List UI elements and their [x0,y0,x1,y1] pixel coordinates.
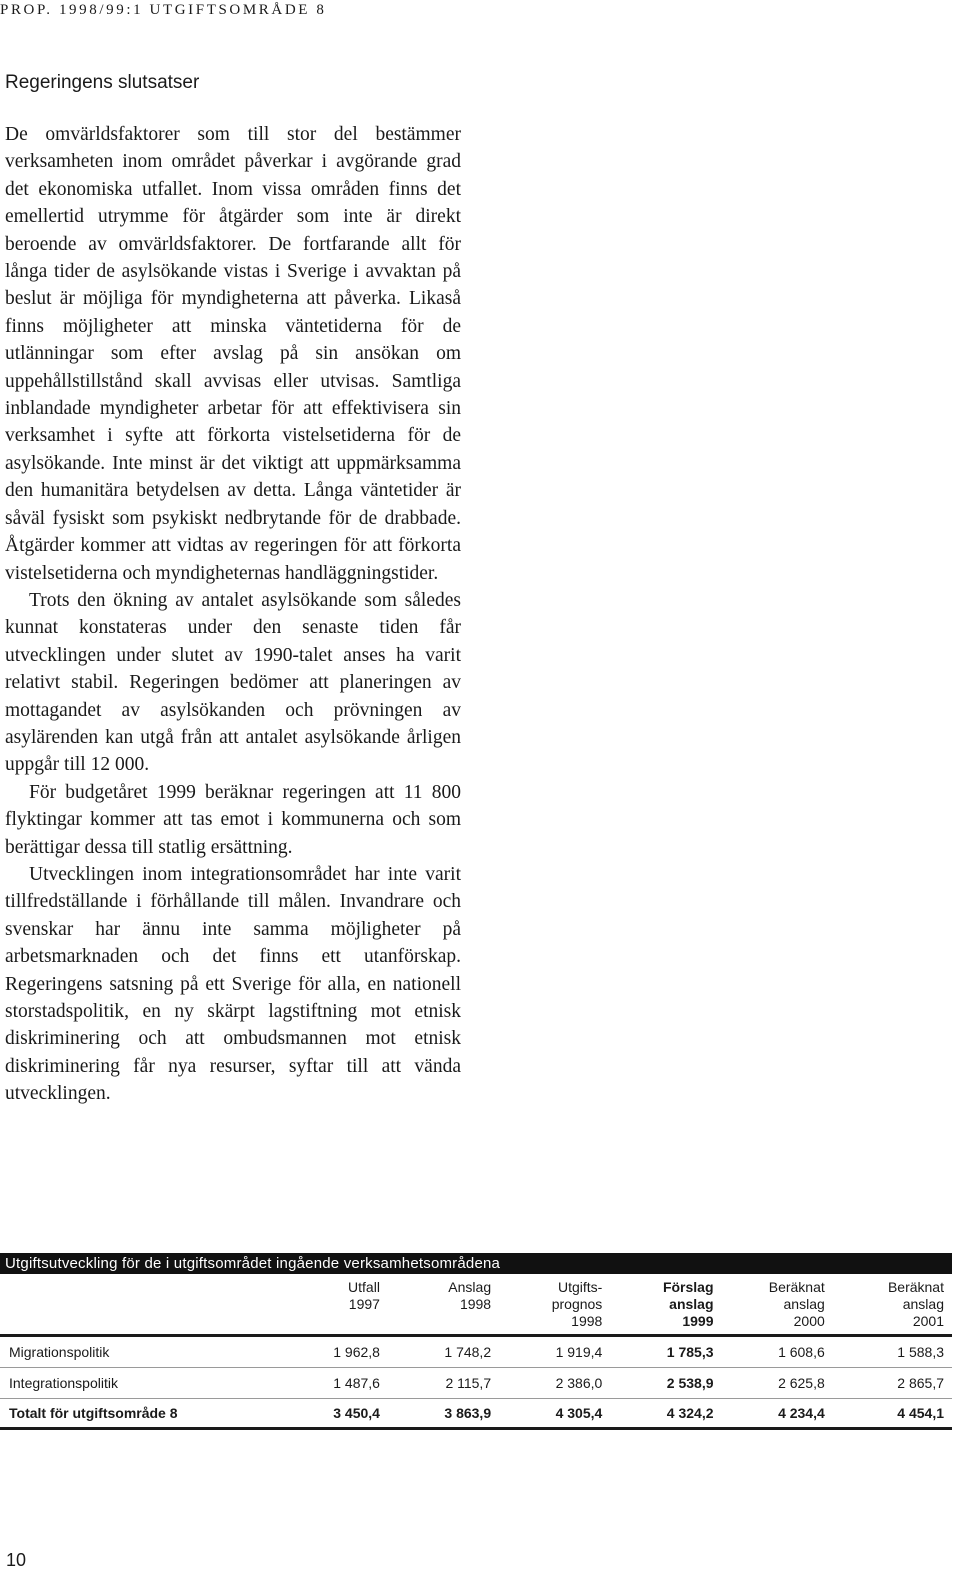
table-header-row [0,1274,952,1336]
paragraph: De omvärldsfaktorer som till stor del bestämmer verksamheten inom området påverkar i avgörande grad det ekonomiska utfallet. Inom vissa områden finns det emellertid utrymme för åtgärder som inte är direkt beroende av omvärldsfaktorer. De fortfarande allt för långa tider de asylsökande vistas i Sverige i avvaktan på beslut är möjliga för myndigheterna att påverka. Likaså finns möjligheter att minska väntetiderna för de utlänningar som efter avslag på sin ansökan om uppehållstillstånd skall avvisas eller utvisas. Samtliga inblandade myndigheter arbetar för att effektivisera sin verksamhet i syfte att förkorta vistelsetiderna för de asylsökande. Inte minst är det viktigt att uppmärksamma den humanitära betydelsen av detta. Långa väntetider är såväl fysiskt som psykiskt nedbrytande för de drabbade. Åtgärder kommer att vidtas av regeringen för att förkorta vistelsetiderna och myndigheternas handläggningstider. [5,124,461,584]
column-header-line: anslag [783,1296,825,1312]
column-header [269,1274,380,1336]
column-header-line: Förslag [662,1279,714,1295]
table-cell: 3 450,4 [269,1399,380,1429]
table-cell: 2 538,9 [602,1368,713,1399]
table-cell: 4 454,1 [825,1399,952,1429]
column-header [380,1274,491,1336]
table-total-row [0,1399,952,1429]
table-cell: 4 234,4 [714,1399,825,1429]
column-header [602,1274,713,1336]
column-header-line: prognos [551,1296,603,1312]
column-header-line: 1997 [348,1296,380,1312]
table-cell: 1 962,8 [269,1336,380,1368]
row-label: Totalt för utgiftsområde 8 [0,1399,269,1429]
running-head: PROP. 1998/99:1 UTGIFTSOMRÅDE 8 [0,2,327,18]
column-header-line: Utfall [348,1279,380,1295]
table-cell: 2 386,0 [491,1368,602,1399]
row-label: Integrationspolitik [0,1368,269,1399]
table-cell: 2 865,7 [825,1368,952,1399]
column-header-line: Anslag [448,1279,492,1295]
table-row [0,1368,952,1399]
column-header-line: anslag [902,1296,944,1312]
table-row [0,1336,952,1368]
column-header-line: Beräknat [768,1279,825,1295]
table-cell: 1 785,3 [602,1336,713,1368]
table-cell: 4 305,4 [491,1399,602,1429]
table-cell: 2 625,8 [714,1368,825,1399]
column-header-line: 1998 [571,1313,603,1329]
column-header-line: anslag [669,1296,714,1312]
page-number: 10 [6,1550,27,1570]
column-header [714,1274,825,1336]
header-blank [0,1274,269,1336]
table-title: Utgiftsutveckling för de i utgiftsområdet ingående verksamhetsområdena [0,1253,952,1274]
paragraph: Trots den ökning av antalet asylsökande som således kunnat konstateras under den senaste tiden får utvecklingen under slutet av 1990-talet anses ha varit relativt stabil. Regeringen bedömer att planeringen av mottagandet av asylsökanden och prövningen av asylärenden kan utgå från att antalet asylsökande årligen uppgår till 12 000. [5,589,461,776]
table-cell: 3 863,9 [380,1399,491,1429]
table-cell: 4 324,2 [602,1399,713,1429]
column-header-line: 2001 [912,1313,944,1329]
body-text [5,121,461,1108]
section-heading: Regeringens slutsatser [5,72,200,93]
table-cell: 2 115,7 [380,1368,491,1399]
table-cell: 1 608,6 [714,1336,825,1368]
table-cell: 1 748,2 [380,1336,491,1368]
row-label: Migrationspolitik [0,1336,269,1368]
paragraph: För budgetåret 1999 beräknar regeringen att 11 800 flyktingar kommer att tas emot i kommunerna och som berättigar dessa till statlig ersättning. [5,781,461,858]
expenditure-data-table [0,1274,952,1430]
column-header-line: Utgifts- [557,1279,603,1295]
paragraph: Utvecklingen inom integrationsområdet har inte varit tillfredställande i förhållande till målen. Invandrare och svenskar har ännu inte samma möjligheter på arbetsmarknaden och det finns ett utanförskap. Regeringens satsning på ett Sverige för alla, en nationell storstadspolitik, en ny skärpt lagstiftning mot etnisk diskriminering och att ombudsmannen mot etnisk diskriminering får nya resurser, syftar till att vända utvecklingen. [5,863,461,1105]
column-header-line: Beräknat [887,1279,944,1295]
column-header [491,1274,602,1336]
table-cell: 1 588,3 [825,1336,952,1368]
table-cell: 1 919,4 [491,1336,602,1368]
column-header-line: 1999 [682,1313,714,1329]
column-header-line: 1998 [459,1296,492,1312]
column-header [825,1274,952,1336]
expenditure-table [0,1253,952,1430]
column-header-line: 2000 [793,1313,825,1329]
table-cell: 1 487,6 [269,1368,380,1399]
